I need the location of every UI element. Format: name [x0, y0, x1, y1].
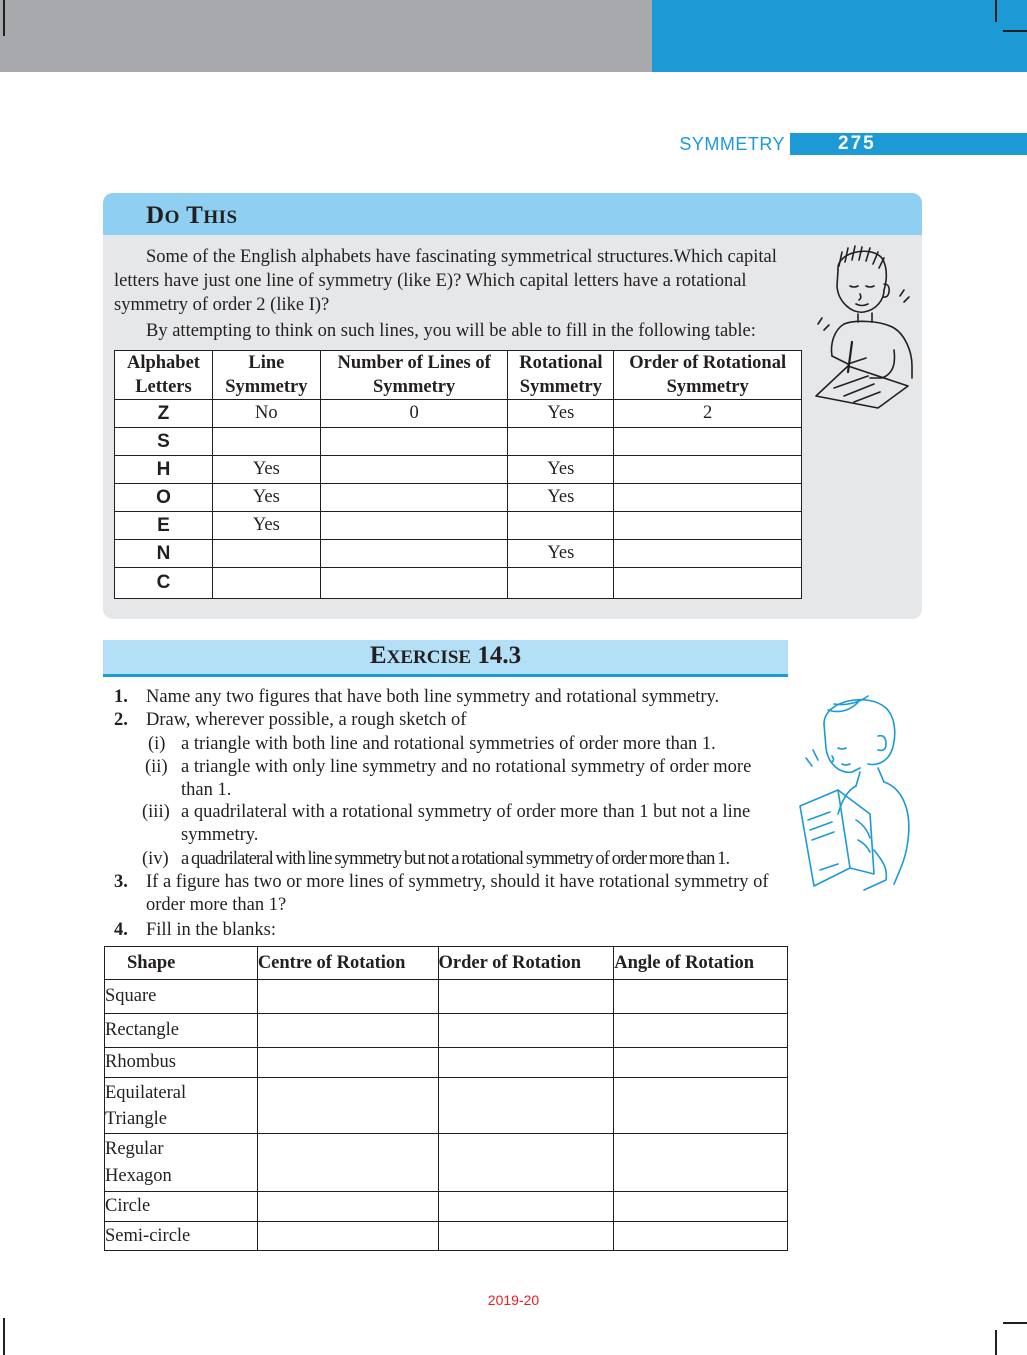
sub-text: a quadrilateral with line symmetry but not a rotational symmetry of order more than 1. [181, 849, 730, 869]
sub-number: (iv) [142, 849, 169, 869]
table-cell: Yes [212, 512, 320, 540]
table-cell [508, 568, 614, 599]
question-1 [114, 686, 794, 709]
shape-cell: Regular Hexagon [105, 1134, 258, 1192]
table-row [105, 1134, 788, 1192]
column-header: Order of Rotation [438, 947, 614, 980]
table-row [105, 1078, 788, 1134]
blank-cell[interactable] [438, 1078, 614, 1134]
shape-cell: Square [105, 980, 258, 1014]
crop-mark [1003, 1322, 1027, 1324]
column-header: Angle of Rotation [614, 947, 788, 980]
question-text: Fill in the blanks: [146, 920, 277, 940]
blank-cell[interactable] [614, 1222, 788, 1251]
table-cell [320, 568, 508, 599]
question-text: Name any two figures that have both line symmetry and rotational symmetry. [146, 687, 720, 707]
column-header: Line Symmetry [212, 351, 320, 400]
do-this-box [103, 193, 922, 619]
table-row [105, 1048, 788, 1078]
exercise-heading-bar [103, 640, 788, 677]
table-row [115, 484, 802, 512]
do-this-paragraph-2: By attempting to think on such lines, you will be able to fill in the following table: [146, 321, 756, 341]
table-row [105, 1192, 788, 1222]
table-cell [320, 456, 508, 484]
blank-cell[interactable] [438, 1192, 614, 1222]
table-row [105, 1014, 788, 1048]
letter-cell: E [115, 512, 213, 540]
letter-cell: Z [115, 400, 213, 428]
chapter-title: SYMMETRY [679, 134, 785, 154]
table-cell: Yes [508, 456, 614, 484]
question-2 [114, 709, 794, 732]
shape-cell: Equilateral Triangle [105, 1078, 258, 1134]
blank-cell[interactable] [257, 1014, 438, 1048]
blank-cell[interactable] [257, 1134, 438, 1192]
crop-mark [3, 1318, 5, 1355]
letter-cell: H [115, 456, 213, 484]
blank-cell[interactable] [438, 1048, 614, 1078]
question-number: 2. [114, 710, 128, 730]
table-row [115, 512, 802, 540]
blank-cell[interactable] [257, 1192, 438, 1222]
blank-cell[interactable] [614, 1014, 788, 1048]
sub-text: symmetry. [181, 825, 259, 845]
letter-cell: O [115, 484, 213, 512]
running-head [600, 133, 1027, 155]
crop-mark [995, 0, 997, 22]
column-header: Order of Rotational Symmetry [614, 351, 802, 400]
column-header: Shape [105, 947, 258, 980]
sub-number: (iii) [142, 802, 170, 822]
table-cell [614, 568, 802, 599]
shape-cell: Semi-circle [105, 1222, 258, 1251]
blank-cell[interactable] [438, 980, 614, 1014]
table-header-row [115, 351, 802, 400]
table-cell [212, 540, 320, 568]
table-cell: Yes [508, 540, 614, 568]
blank-cell[interactable] [257, 1078, 438, 1134]
table-cell: 2 [614, 400, 802, 428]
table-cell [614, 484, 802, 512]
table-row [105, 1222, 788, 1251]
sub-number: (ii) [145, 757, 168, 777]
column-header: Number of Lines of Symmetry [320, 351, 508, 400]
table-cell [614, 512, 802, 540]
table-cell [212, 428, 320, 456]
table-cell: Yes [508, 484, 614, 512]
table-row [115, 428, 802, 456]
question-text: order more than 1? [146, 895, 287, 915]
shape-cell: Circle [105, 1192, 258, 1222]
question-2-iii [142, 801, 802, 847]
question-text: Draw, wherever possible, a rough sketch of [146, 710, 467, 730]
table-cell [614, 428, 802, 456]
sub-text: than 1. [181, 780, 232, 800]
blank-cell[interactable] [438, 1134, 614, 1192]
table-cell: 0 [320, 400, 508, 428]
question-2-ii [145, 756, 795, 802]
crop-mark [3, 0, 5, 36]
boy-reading-illustration [794, 690, 924, 900]
table-header-row [105, 947, 788, 980]
column-header: Centre of Rotation [257, 947, 438, 980]
table-cell: Yes [212, 484, 320, 512]
blank-cell[interactable] [614, 1192, 788, 1222]
table-cell [320, 540, 508, 568]
column-header: Rotational Symmetry [508, 351, 614, 400]
table-cell [212, 568, 320, 599]
table-cell [508, 512, 614, 540]
table-row [105, 980, 788, 1014]
boy-writing-illustration [808, 240, 924, 410]
do-this-title: DO THIS [146, 202, 238, 229]
crop-mark [1003, 30, 1027, 32]
table-cell [320, 484, 508, 512]
table-cell [614, 540, 802, 568]
table-cell [320, 428, 508, 456]
question-text: If a figure has two or more lines of symmetry, should it have rotational symmetry of [146, 872, 769, 892]
sub-text: a triangle with both line and rotational symmetries of order more than 1. [181, 734, 716, 754]
table-row [115, 540, 802, 568]
blank-cell[interactable] [614, 1078, 788, 1134]
question-number: 3. [114, 872, 128, 892]
blank-cell[interactable] [438, 1222, 614, 1251]
letter-cell: C [115, 568, 213, 599]
letter-cell: S [115, 428, 213, 456]
blank-cell[interactable] [614, 1048, 788, 1078]
table-row [115, 456, 802, 484]
blank-cell[interactable] [438, 1014, 614, 1048]
column-header: Alphabet Letters [115, 351, 213, 400]
table-cell [320, 512, 508, 540]
letter-cell: N [115, 540, 213, 568]
table-row [115, 568, 802, 599]
sub-number: (i) [148, 734, 166, 754]
blank-cell[interactable] [614, 1134, 788, 1192]
shape-cell: Rhombus [105, 1048, 258, 1078]
blank-cell[interactable] [257, 1048, 438, 1078]
table-cell: Yes [212, 456, 320, 484]
top-band-blue [652, 0, 1027, 72]
sub-text: a quadrilateral with a rotational symmetry of order more than 1 but not a line [181, 802, 751, 822]
question-3 [114, 871, 794, 917]
footer-year: 2019-20 [487, 1292, 540, 1308]
question-2-iv [142, 848, 802, 871]
table-cell [614, 456, 802, 484]
table-cell: No [212, 400, 320, 428]
shape-cell: Rectangle [105, 1014, 258, 1048]
table-cell [508, 428, 614, 456]
crop-mark [995, 1330, 997, 1355]
question-number: 1. [114, 687, 128, 707]
do-this-paragraph-1: Some of the English alphabets have fascinating symmetrical structures.Which capital letters have just one line of symmetry (like E)? Which capital letters have a rotational symmetry of order 2 (like I)? [114, 247, 777, 315]
question-4 [114, 919, 794, 942]
table-row [115, 400, 802, 428]
top-band-gray [0, 0, 652, 72]
exercise-title: EXERCISE 14.3 [369, 642, 522, 669]
blank-cell[interactable] [614, 980, 788, 1014]
page-number: 275 [790, 133, 1027, 155]
question-2-i [148, 733, 798, 756]
alphabet-symmetry-table [114, 350, 802, 599]
blank-cell[interactable] [257, 1222, 438, 1251]
sub-text: a triangle with only line symmetry and no rotational symmetry of order more [181, 757, 752, 777]
question-number: 4. [114, 920, 128, 940]
blank-cell[interactable] [257, 980, 438, 1014]
rotation-table [104, 946, 788, 1251]
table-cell: Yes [508, 400, 614, 428]
